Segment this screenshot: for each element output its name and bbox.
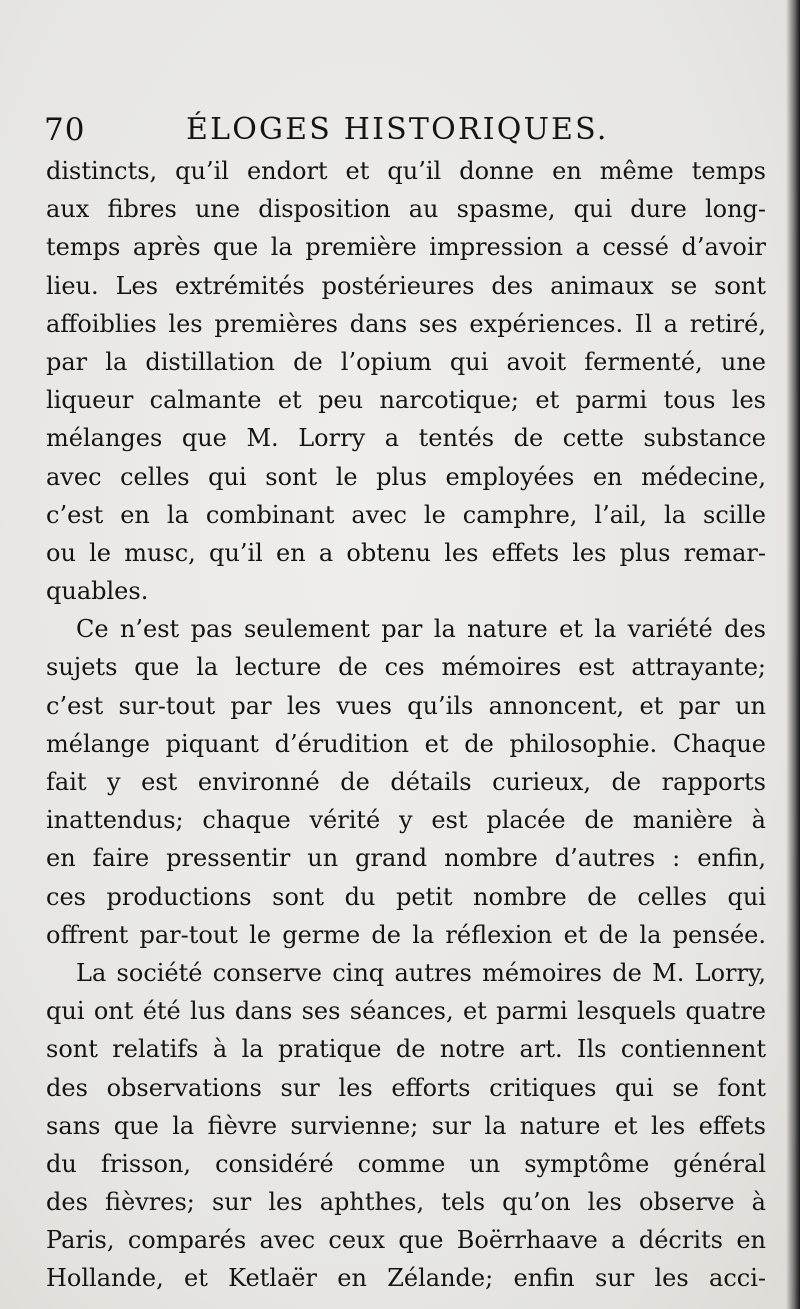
text-line: avec celles qui sont le plus employées en médecine, xyxy=(46,462,766,491)
paragraph-end-line: quables. xyxy=(46,577,149,606)
running-title: ÉLOGES HISTORIQUES. xyxy=(186,112,609,147)
text-line: temps après que la première impression a cessé d’avoir xyxy=(46,233,766,262)
text-line: c’est en la combinant avec le camphre, l’ail, la scille xyxy=(46,500,766,529)
page-number: 70 xyxy=(44,112,86,148)
body-text xyxy=(46,152,766,1298)
text-line: en faire pressentir un grand nombre d’autres : enfin, xyxy=(46,844,766,873)
text-line: des fièvres; sur les aphthes, tels qu’on les observe à xyxy=(46,1188,766,1217)
text-line: Hollande, et Ketlaër en Zélande; enfin sur les acci- xyxy=(46,1264,766,1293)
text-line: mélange piquant d’érudition et de philosophie. Chaque xyxy=(46,729,766,758)
page-header xyxy=(44,112,694,156)
text-line: inattendus; chaque vérité y est placée de manière à xyxy=(46,806,766,835)
text-line: des observations sur les efforts critiques qui se font xyxy=(46,1073,766,1102)
text-line: liqueur calmante et peu narcotique; et parmi tous les xyxy=(46,386,766,415)
text-line: distincts, qu’il endort et qu’il donne en même temps xyxy=(46,157,766,185)
paragraph-start-line: La société conserve cinq autres mémoires de M. Lorry, xyxy=(76,958,766,987)
text-line: fait y est environné de détails curieux, de rapports xyxy=(46,768,766,796)
text-line: lieu. Les extrémités postérieures des animaux se sont xyxy=(46,271,766,300)
text-line: ces productions sont du petit nombre de celles qui xyxy=(46,882,766,911)
paragraph-start-line: Ce n’est pas seulement par la nature et la variété des xyxy=(76,615,766,644)
text-line: affoiblies les premières dans ses expériences. Il a retiré, xyxy=(46,309,766,338)
text-line: sans que la fièvre survienne; sur la nature et les effets xyxy=(46,1111,766,1140)
text-line: par la distillation de l’opium qui avoit fermenté, une xyxy=(46,347,766,376)
text-line: c’est sur-tout par les vues qu’ils annoncent, et par un xyxy=(46,691,766,720)
paragraph-end-line: offrent par-tout le germe de la réflexion et de la pensée. xyxy=(46,920,766,949)
text-line: sujets que la lecture de ces mémoires est attrayante; xyxy=(46,653,766,682)
page-edge-shadow xyxy=(786,0,800,1309)
text-line: mélanges que M. Lorry a tentés de cette substance xyxy=(46,424,766,453)
text-line: du frisson, considéré comme un symptôme général xyxy=(46,1149,766,1178)
text-line: Paris, comparés avec ceux que Boërrhaave a décrits en xyxy=(46,1226,766,1255)
text-line: qui ont été lus dans ses séances, et parmi lesquels quatre xyxy=(46,997,766,1026)
text-line: ou le musc, qu’il en a obtenu les effets les plus remar- xyxy=(46,538,766,567)
text-line: sont relatifs à la pratique de notre art. Ils contiennent xyxy=(46,1035,766,1064)
text-line: aux fibres une disposition au spasme, qui dure long- xyxy=(46,195,766,224)
